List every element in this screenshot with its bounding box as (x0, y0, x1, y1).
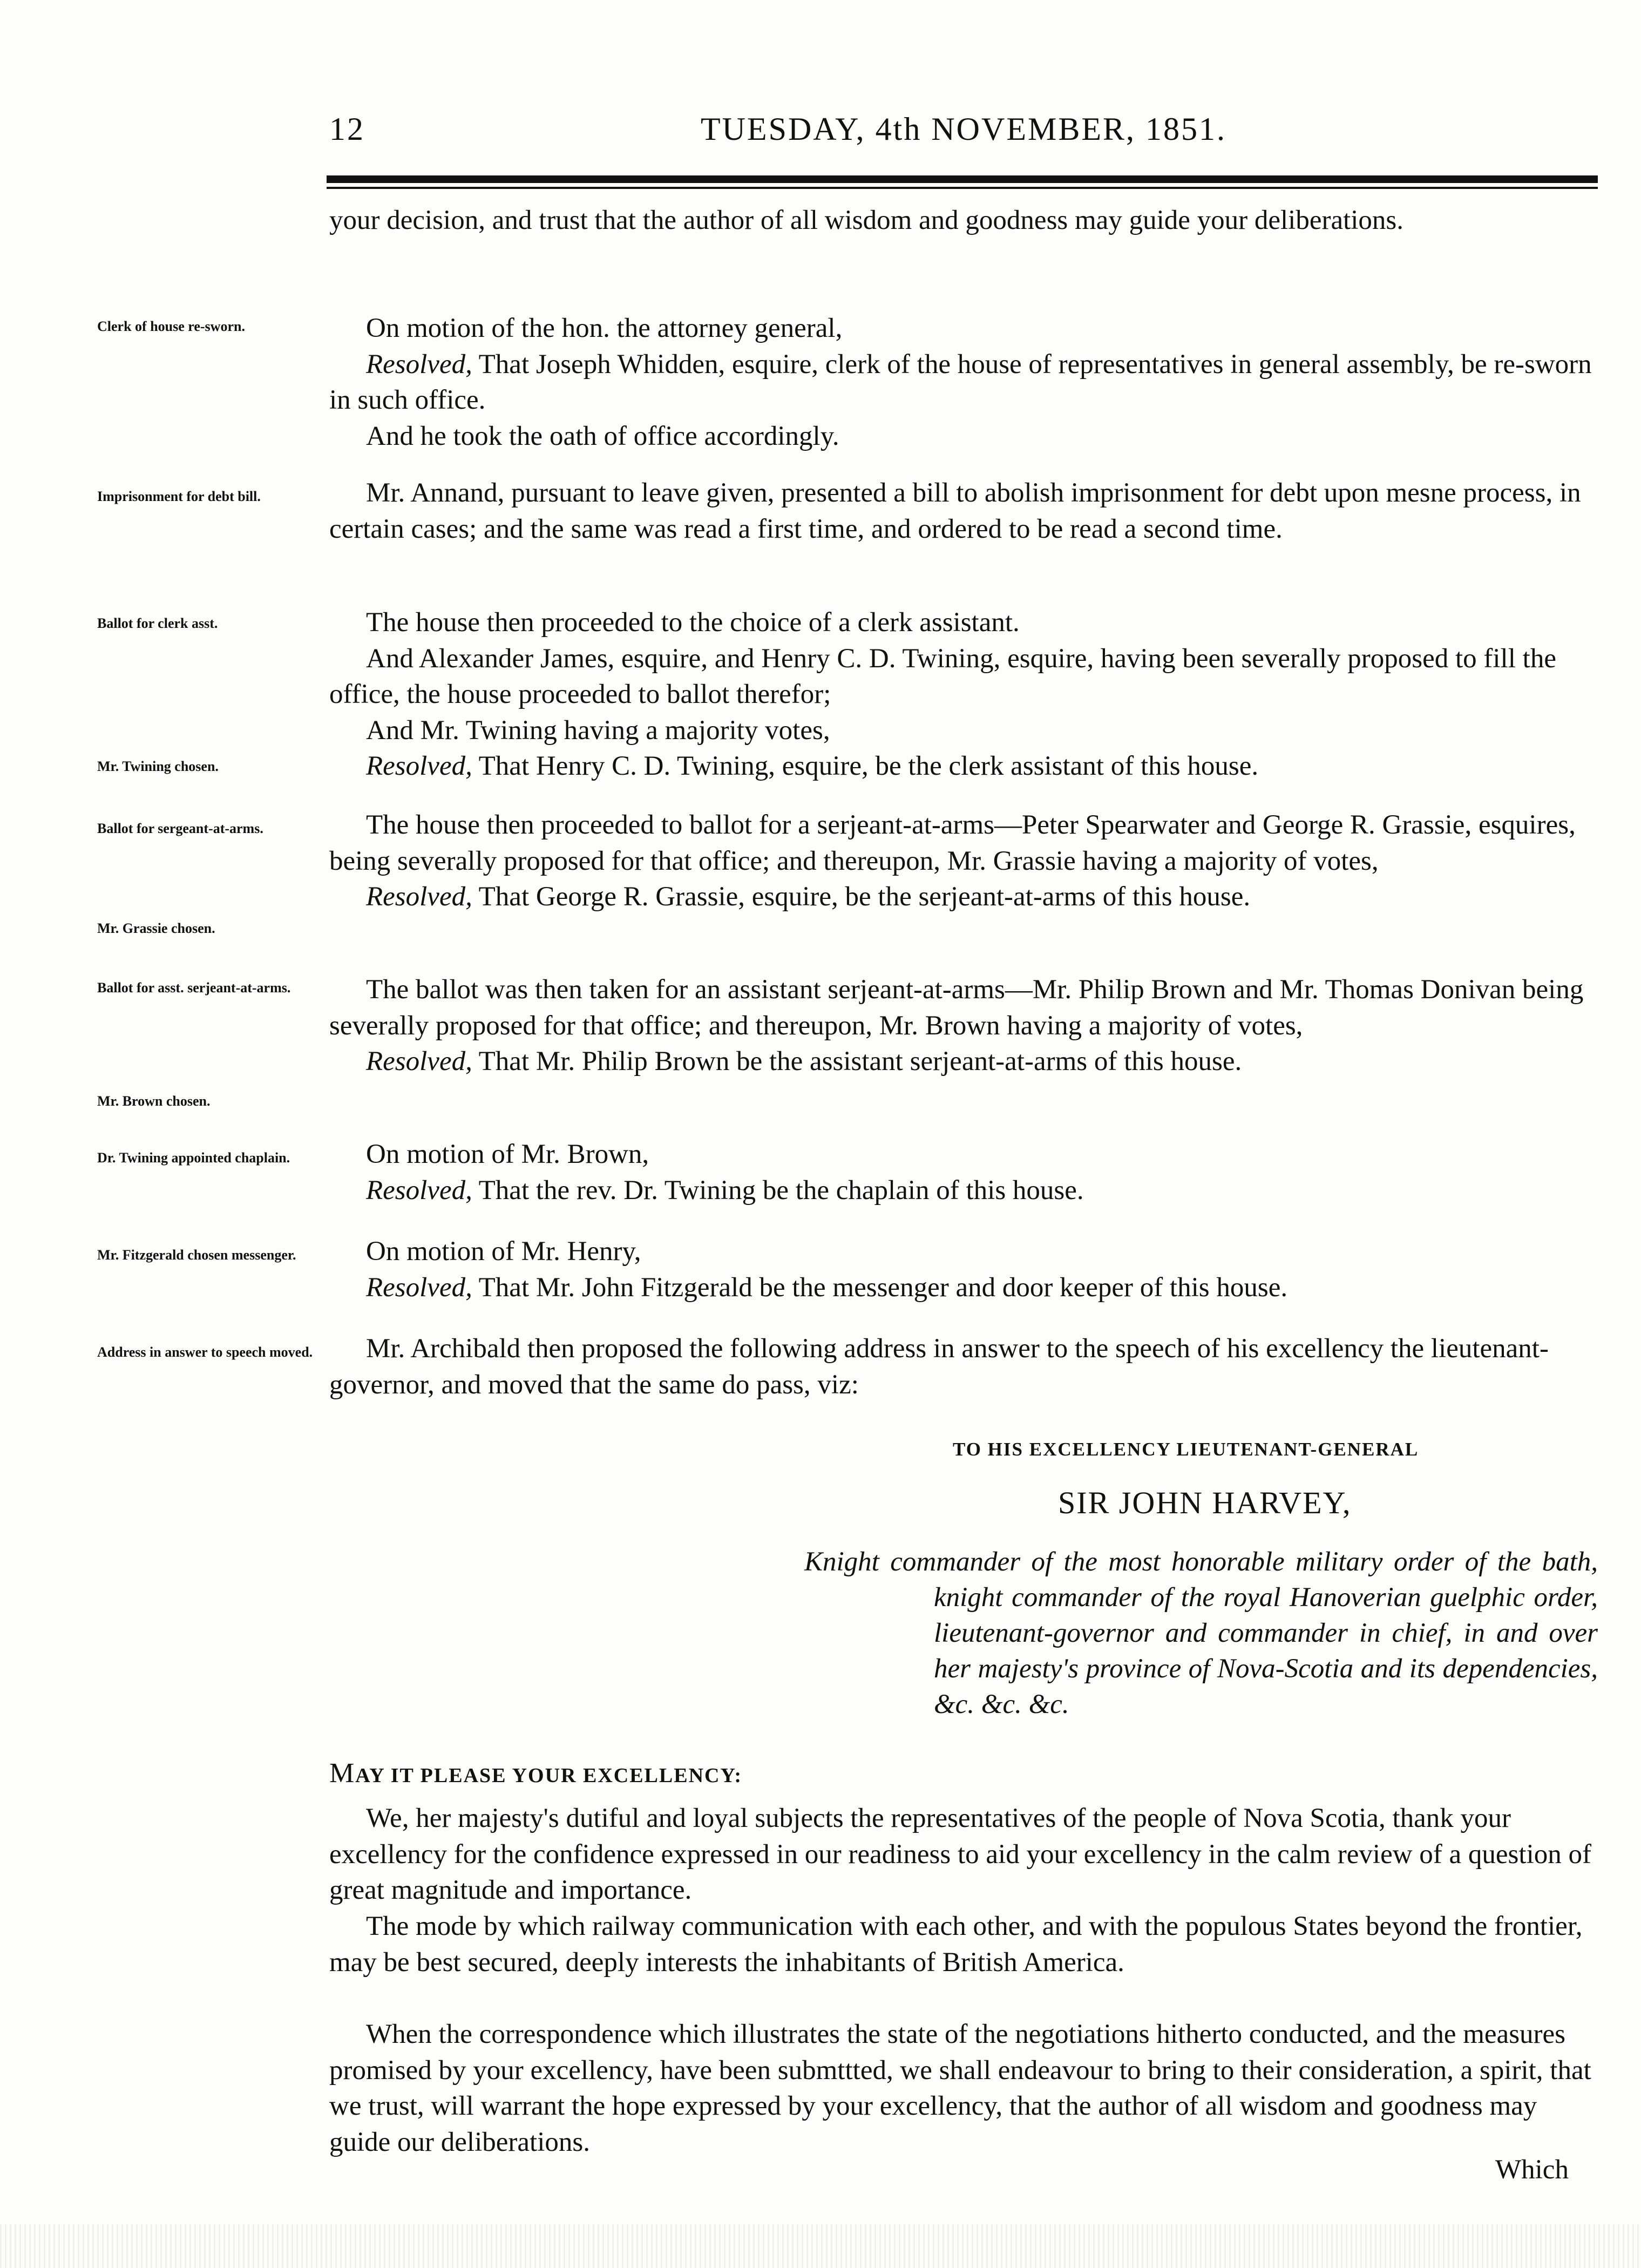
address-paragraph-1: We, her majesty's dutiful and loyal subjects the representatives of the people of Nova Scotia, thank your excellency for the confidence expressed in our readiness to aid your excellency in the calm review of a question of great magnitude and importance. (329, 1803, 1591, 1905)
margin-note-address-moved: Address in answer to speech moved. (97, 1344, 313, 1360)
paragraph-clerk-assistant: The house then proceeded to the choice of a clerk assistant. And Alexander James, esquire, and Henry C. D. Twining, esquire, having been severally proposed to fill the office, the house proceeded to ballot therefor; And Mr. Twining having a majority votes, Resolved, That Henry C. D. Twining, esquire, be the clerk assistant of this house. (329, 607, 1556, 781)
paragraph-serjeant: The house then proceeded to ballot for a serjeant-at-arms—Peter Spearwater and George R. Grassie, esquires, being severally proposed for that office; and thereupon, Mr. Grassie having a majority of votes, Resolved, That George R. Grassie, esquire, be the serjeant-at-arms of this house. (329, 810, 1576, 912)
page-date: TUESDAY, 4th NOVEMBER, 1851. (700, 111, 1227, 147)
header-rule-thin (327, 187, 1598, 189)
address-paragraph-3: When the correspondence which illustrates the state of the negotiations hitherto conducted, and the measures promised by your excellency, have been submttted, we shall endeavour to bring to their consideration, a spirit, that we trust, will warrant the hope expressed by your excellency, that the author of all wisdom and goodness may guide our deliberations. (329, 2019, 1591, 2157)
page-header (329, 111, 1598, 148)
margin-note-ballot-clerk: Ballot for clerk asst. (97, 615, 218, 631)
address-recipient-line: TO HIS EXCELLENCY LIEUTENANT-GENERAL (953, 1439, 1419, 1460)
margin-note-messenger: Mr. Fitzgerald chosen messenger. (97, 1247, 296, 1263)
paragraph-continuation: your decision, and trust that the author of all wisdom and goodness may guide your deliberations. (329, 205, 1404, 235)
catchword: Which (1495, 2155, 1569, 2185)
margin-note-ballot-serjeant: Ballot for sergeant-at-arms. (97, 821, 263, 836)
paragraph-asst-serjeant: The ballot was then taken for an assistant serjeant-at-arms—Mr. Philip Brown and Mr. Thomas Donivan being severally proposed for that office; and thereupon, Mr. Brown having a majority of votes, Resolved, That Mr. Philip Brown be the assistant serjeant-at-arms of this house. (329, 974, 1584, 1077)
salutation: MAY IT PLEASE YOUR EXCELLENCY: (329, 1758, 743, 1789)
paragraph-messenger: On motion of Mr. Henry, Resolved, That Mr. John Fitzgerald be the messenger and door keeper of this house. (366, 1236, 1288, 1303)
margin-note-twining-chosen: Mr. Twining chosen. (97, 759, 219, 774)
margin-note-clerk-resworn: Clerk of house re-sworn. (97, 319, 245, 334)
margin-note-grassie-chosen: Mr. Grassie chosen. (97, 920, 215, 936)
margin-note-brown-chosen: Mr. Brown chosen. (97, 1093, 211, 1109)
address-paragraph-2: The mode by which railway communication with each other, and with the populous States beyond the frontier, may be best secured, deeply interests the inhabitants of British America. (329, 1911, 1583, 1978)
paragraph-imprisonment-bill: Mr. Annand, pursuant to leave given, presented a bill to abolish imprisonment for debt upon mesne process, in certain cases; and the same was read a first time, and ordered to be read a second time. (329, 478, 1581, 544)
margin-note-chaplain: Dr. Twining appointed chaplain. (97, 1150, 290, 1166)
margin-note-imprisonment-bill: Imprisonment for debt bill. (97, 489, 261, 504)
paragraph-chaplain: On motion of Mr. Brown, Resolved, That the rev. Dr. Twining be the chaplain of this house. (366, 1139, 1084, 1206)
paragraph-clerk-resworn: On motion of the hon. the attorney general, Resolved, That Joseph Whidden, esquire, clerk of the house of representatives in general assembly, be re-sworn in such office. And he took the oath of office accordingly. (329, 313, 1592, 451)
header-rule-thick (327, 175, 1598, 183)
paragraph-address-proposed: Mr. Archibald then proposed the following address in answer to the speech of his excellency the lieutenant-governor, and moved that the same do pass, viz: (329, 1333, 1549, 1400)
page-number: 12 (329, 111, 365, 147)
address-recipient-titles: Knight commander of the most honorable military order of the bath, knight commander of the royal Hanoverian guelphic order, lieutenant-governor and commander in chief, in and over her majesty's province of Nova-Scotia and its dependencies, &c. &c. &c. (804, 1547, 1598, 1719)
address-recipient-name: SIR JOHN HARVEY, (1058, 1485, 1352, 1520)
scan-noise-strip (0, 2224, 1641, 2268)
margin-note-ballot-asst-serjeant: Ballot for asst. serjeant-at-arms. (97, 980, 291, 996)
